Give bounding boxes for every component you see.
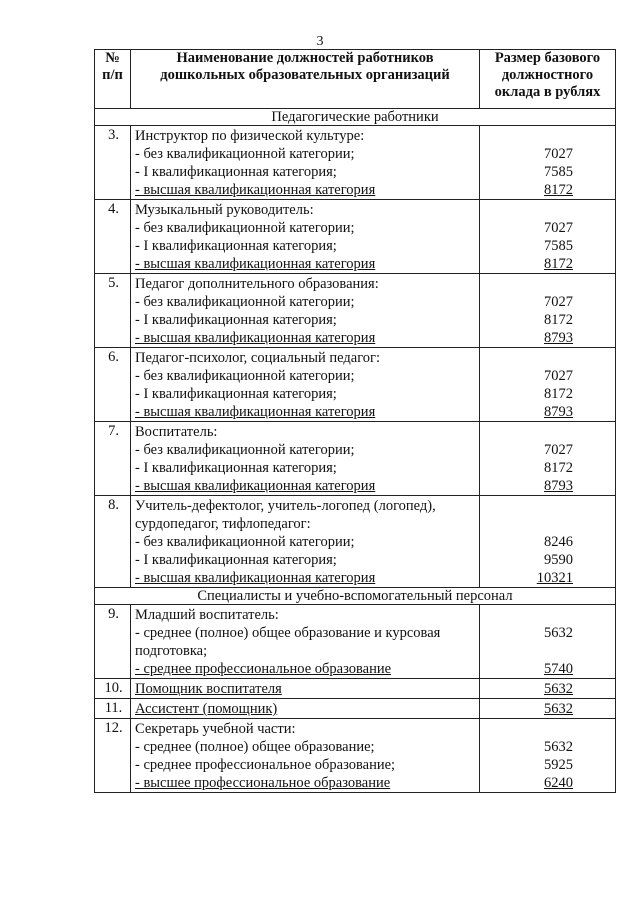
position-line: - высшая квалификационная категория — [135, 570, 376, 586]
table-row — [95, 274, 616, 348]
salary-table — [94, 49, 616, 793]
position-line: - I квалификационная категория; — [135, 164, 337, 180]
position-line: Педагог-психолог, социальный педагог: — [135, 350, 381, 366]
position-name-cell — [131, 348, 480, 422]
position-name-cell — [131, 274, 480, 348]
position-name-cell — [131, 605, 480, 679]
position-line: Инструктор по физической культуре: — [135, 128, 365, 144]
row-number: 12. — [95, 719, 131, 793]
salary-value: 7027 — [544, 146, 573, 162]
header-number-line: п/п — [102, 67, 123, 83]
table-header-row — [95, 50, 616, 109]
position-line: - среднее профессиональное образование; — [135, 757, 396, 773]
position-line: - среднее (полное) общее образование; — [135, 739, 375, 755]
salary-value: 8793 — [544, 330, 573, 346]
salary-value-cell — [480, 605, 616, 679]
position-line: - I квалификационная категория; — [135, 312, 337, 328]
header-name-line: дошкольных образовательных организаций — [160, 67, 450, 83]
position-name-cell — [131, 679, 480, 699]
table-row — [95, 679, 616, 699]
salary-value: 7027 — [544, 442, 573, 458]
salary-value: 7585 — [544, 238, 573, 254]
position-line: - высшая квалификационная категория — [135, 478, 376, 494]
salary-value-cell — [480, 126, 616, 200]
table-row — [95, 200, 616, 274]
row-number: 7. — [95, 422, 131, 496]
position-line: Секретарь учебной части: — [135, 721, 296, 737]
salary-value: 5925 — [544, 757, 573, 773]
position-line: - I квалификационная категория; — [135, 238, 337, 254]
salary-value: 5632 — [544, 739, 573, 755]
table-row — [95, 605, 616, 679]
header-number — [95, 50, 131, 109]
salary-value-cell — [480, 274, 616, 348]
position-name-cell — [131, 719, 480, 793]
position-line: Помощник воспитателя — [135, 681, 282, 697]
position-line: Ассистент (помощник) — [135, 701, 278, 717]
row-number: 3. — [95, 126, 131, 200]
header-base-salary — [480, 50, 616, 109]
position-name-cell — [131, 496, 480, 588]
position-line: - I квалификационная категория; — [135, 460, 337, 476]
salary-value: 8172 — [544, 256, 573, 272]
header-value-line: оклада в рублях — [494, 84, 601, 100]
header-name-line: Наименование должностей работников — [176, 50, 434, 66]
salary-value: 8246 — [544, 534, 573, 550]
position-line: Педагог дополнительного образования: — [135, 276, 379, 292]
position-line: - среднее профессиональное образование — [135, 661, 392, 677]
position-line: Воспитатель: — [135, 424, 218, 440]
position-line: подготовка; — [135, 643, 208, 659]
section-title: Педагогические работники — [95, 109, 616, 126]
position-line: - высшая квалификационная категория — [135, 404, 376, 420]
salary-value: 8172 — [544, 182, 573, 198]
salary-value-cell — [480, 422, 616, 496]
header-value-line: Размер базового — [494, 50, 601, 66]
position-line: - высшая квалификационная категория — [135, 182, 376, 198]
salary-value — [480, 515, 573, 533]
position-name-cell — [131, 422, 480, 496]
position-line: - высшая квалификационная категория — [135, 256, 376, 272]
salary-value: 7585 — [544, 164, 573, 180]
page-number: 3 — [316, 34, 324, 49]
position-line: - без квалификационной категории; — [135, 442, 355, 458]
salary-value: 5740 — [544, 661, 573, 677]
salary-value — [480, 275, 573, 293]
row-number: 11. — [95, 699, 131, 719]
position-line: - без квалификационной категории; — [135, 368, 355, 384]
position-line: Младший воспитатель: — [135, 607, 279, 623]
table-row — [95, 348, 616, 422]
salary-value — [480, 201, 573, 219]
row-number: 8. — [95, 496, 131, 588]
table-row — [95, 719, 616, 793]
position-line: - высшая квалификационная категория — [135, 330, 376, 346]
position-line: - без квалификационной категории; — [135, 146, 355, 162]
row-number: 4. — [95, 200, 131, 274]
salary-value: 7027 — [544, 368, 573, 384]
salary-value-cell — [480, 679, 616, 699]
salary-value: 8793 — [544, 478, 573, 494]
table-body — [95, 109, 616, 793]
salary-value — [480, 497, 573, 515]
salary-value — [480, 606, 573, 624]
salary-value: 8172 — [544, 312, 573, 328]
position-line: - среднее (полное) общее образование и курсовая — [135, 625, 441, 641]
salary-value-cell — [480, 200, 616, 274]
salary-value — [480, 642, 573, 660]
salary-value: 7027 — [544, 220, 573, 236]
section-row — [95, 588, 616, 605]
salary-value: 8172 — [544, 386, 573, 402]
salary-value: 6240 — [544, 775, 573, 791]
salary-value: 5632 — [544, 625, 573, 641]
salary-value: 5632 — [544, 701, 573, 717]
position-name-cell — [131, 126, 480, 200]
table-row — [95, 422, 616, 496]
position-line: Учитель-дефектолог, учитель-логопед (логопед), — [135, 498, 436, 514]
row-number: 6. — [95, 348, 131, 422]
salary-value — [480, 349, 573, 367]
salary-value — [480, 127, 573, 145]
header-position-name — [131, 50, 480, 109]
row-number: 5. — [95, 274, 131, 348]
salary-value: 10321 — [536, 570, 573, 586]
table-row — [95, 699, 616, 719]
position-name-cell — [131, 200, 480, 274]
row-number: 10. — [95, 679, 131, 699]
salary-value: 7027 — [544, 294, 573, 310]
position-name-cell — [131, 699, 480, 719]
salary-value-cell — [480, 348, 616, 422]
position-line: - I квалификационная категория; — [135, 552, 337, 568]
salary-value: 8172 — [544, 460, 573, 476]
salary-value — [480, 423, 573, 441]
section-title: Специалисты и учебно-вспомогательный персонал — [95, 588, 616, 605]
salary-value: 9590 — [544, 552, 573, 568]
section-row — [95, 109, 616, 126]
position-line: - без квалификационной категории; — [135, 294, 355, 310]
salary-value-cell — [480, 699, 616, 719]
table-row — [95, 496, 616, 588]
salary-value-cell — [480, 719, 616, 793]
salary-value: 5632 — [544, 681, 573, 697]
position-line: - без квалификационной категории; — [135, 534, 355, 550]
position-line: - I квалификационная категория; — [135, 386, 337, 402]
header-number-line: № — [105, 50, 120, 66]
position-line: - высшее профессиональное образование — [135, 775, 391, 791]
salary-value: 8793 — [544, 404, 573, 420]
row-number: 9. — [95, 605, 131, 679]
position-line: сурдопедагог, тифлопедагог: — [135, 516, 311, 532]
salary-value-cell — [480, 496, 616, 588]
table-row — [95, 126, 616, 200]
position-line: - без квалификационной категории; — [135, 220, 355, 236]
salary-value — [480, 720, 573, 738]
header-value-line: должностного — [501, 67, 594, 83]
position-line: Музыкальный руководитель: — [135, 202, 314, 218]
